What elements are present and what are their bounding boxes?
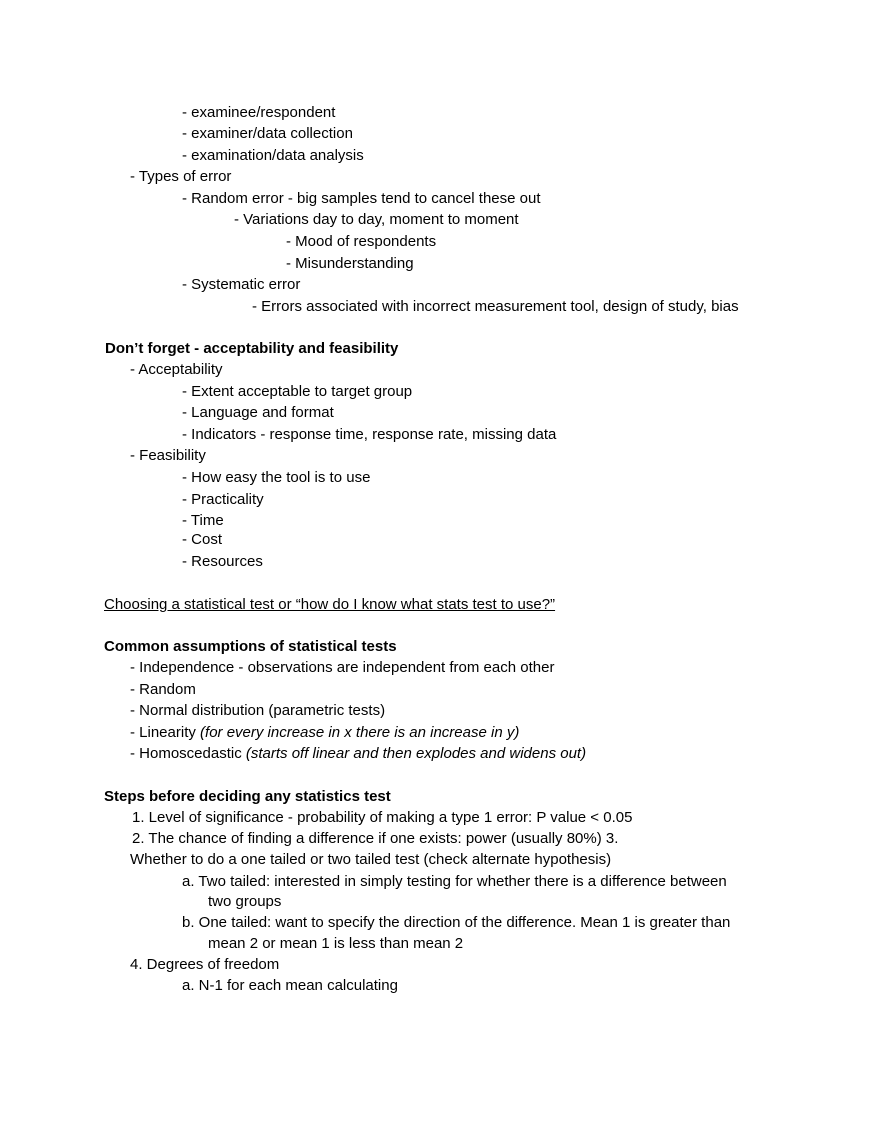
- list-item: - Cost: [182, 531, 223, 548]
- list-item: - Practicality: [182, 491, 264, 508]
- list-item: - Types of error: [130, 168, 232, 185]
- choosing-test-heading: Choosing a statistical test or “how do I know what stats test to use?”: [104, 596, 556, 613]
- section-heading-assumptions: Common assumptions of statistical tests: [104, 638, 397, 655]
- list-item: mean 2 or mean 1 is less than mean 2: [208, 935, 464, 952]
- list-item: - Random error - big samples tend to cancel these out: [182, 190, 541, 207]
- section-heading-acceptability: Don’t forget - acceptability and feasibility: [105, 340, 399, 357]
- list-item: - Resources: [182, 553, 263, 570]
- list-item: b. One tailed: want to specify the direction of the difference. Mean 1 is greater than: [182, 914, 731, 931]
- list-item: - Random: [130, 681, 196, 698]
- list-item: - Language and format: [182, 404, 334, 421]
- list-item: - How easy the tool is to use: [182, 469, 371, 486]
- list-item: - Normal distribution (parametric tests): [130, 702, 386, 719]
- list-item: - Systematic error: [182, 276, 301, 293]
- list-item: - Acceptability: [130, 361, 223, 378]
- section-heading-steps: Steps before deciding any statistics test: [104, 788, 391, 805]
- list-item: 4. Degrees of freedom: [130, 956, 280, 973]
- linearity-label: - Linearity: [130, 724, 201, 741]
- list-item: - Indicators - response time, response rate, missing data: [182, 426, 557, 443]
- list-item: - Feasibility: [130, 447, 206, 464]
- homoscedastic-note: (starts off linear and then explodes and widens out): [245, 745, 587, 762]
- list-item: - Variations day to day, moment to moment: [234, 211, 519, 228]
- list-item: - Misunderstanding: [286, 255, 414, 272]
- list-item: [130, 745, 586, 763]
- list-item: - Extent acceptable to target group: [182, 383, 413, 400]
- list-item: - Mood of respondents: [286, 233, 437, 250]
- list-item: - examiner/data collection: [182, 125, 353, 142]
- list-item: - examination/data analysis: [182, 147, 364, 164]
- list-item: - examinee/respondent: [182, 104, 336, 121]
- list-item: two groups: [208, 893, 282, 910]
- list-item: Whether to do a one tailed or two tailed test (check alternate hypothesis): [130, 851, 612, 868]
- homoscedastic-label: - Homoscedastic: [130, 745, 246, 762]
- linearity-note: (for every increase in x there is an increase in y): [200, 724, 520, 741]
- list-item: - Time: [182, 512, 224, 529]
- list-item: [130, 724, 519, 742]
- list-item: a. Two tailed: interested in simply testing for whether there is a difference between: [182, 873, 727, 890]
- list-item: - Independence - observations are independent from each other: [130, 659, 555, 676]
- list-item: - Errors associated with incorrect measurement tool, design of study, bias: [252, 298, 739, 315]
- list-item: 2. The chance of finding a difference if one exists: power (usually 80%) 3.: [132, 830, 619, 847]
- list-item: a. N-1 for each mean calculating: [182, 977, 398, 994]
- list-item: 1. Level of significance - probability of making a type 1 error: P value < 0.05: [132, 809, 633, 826]
